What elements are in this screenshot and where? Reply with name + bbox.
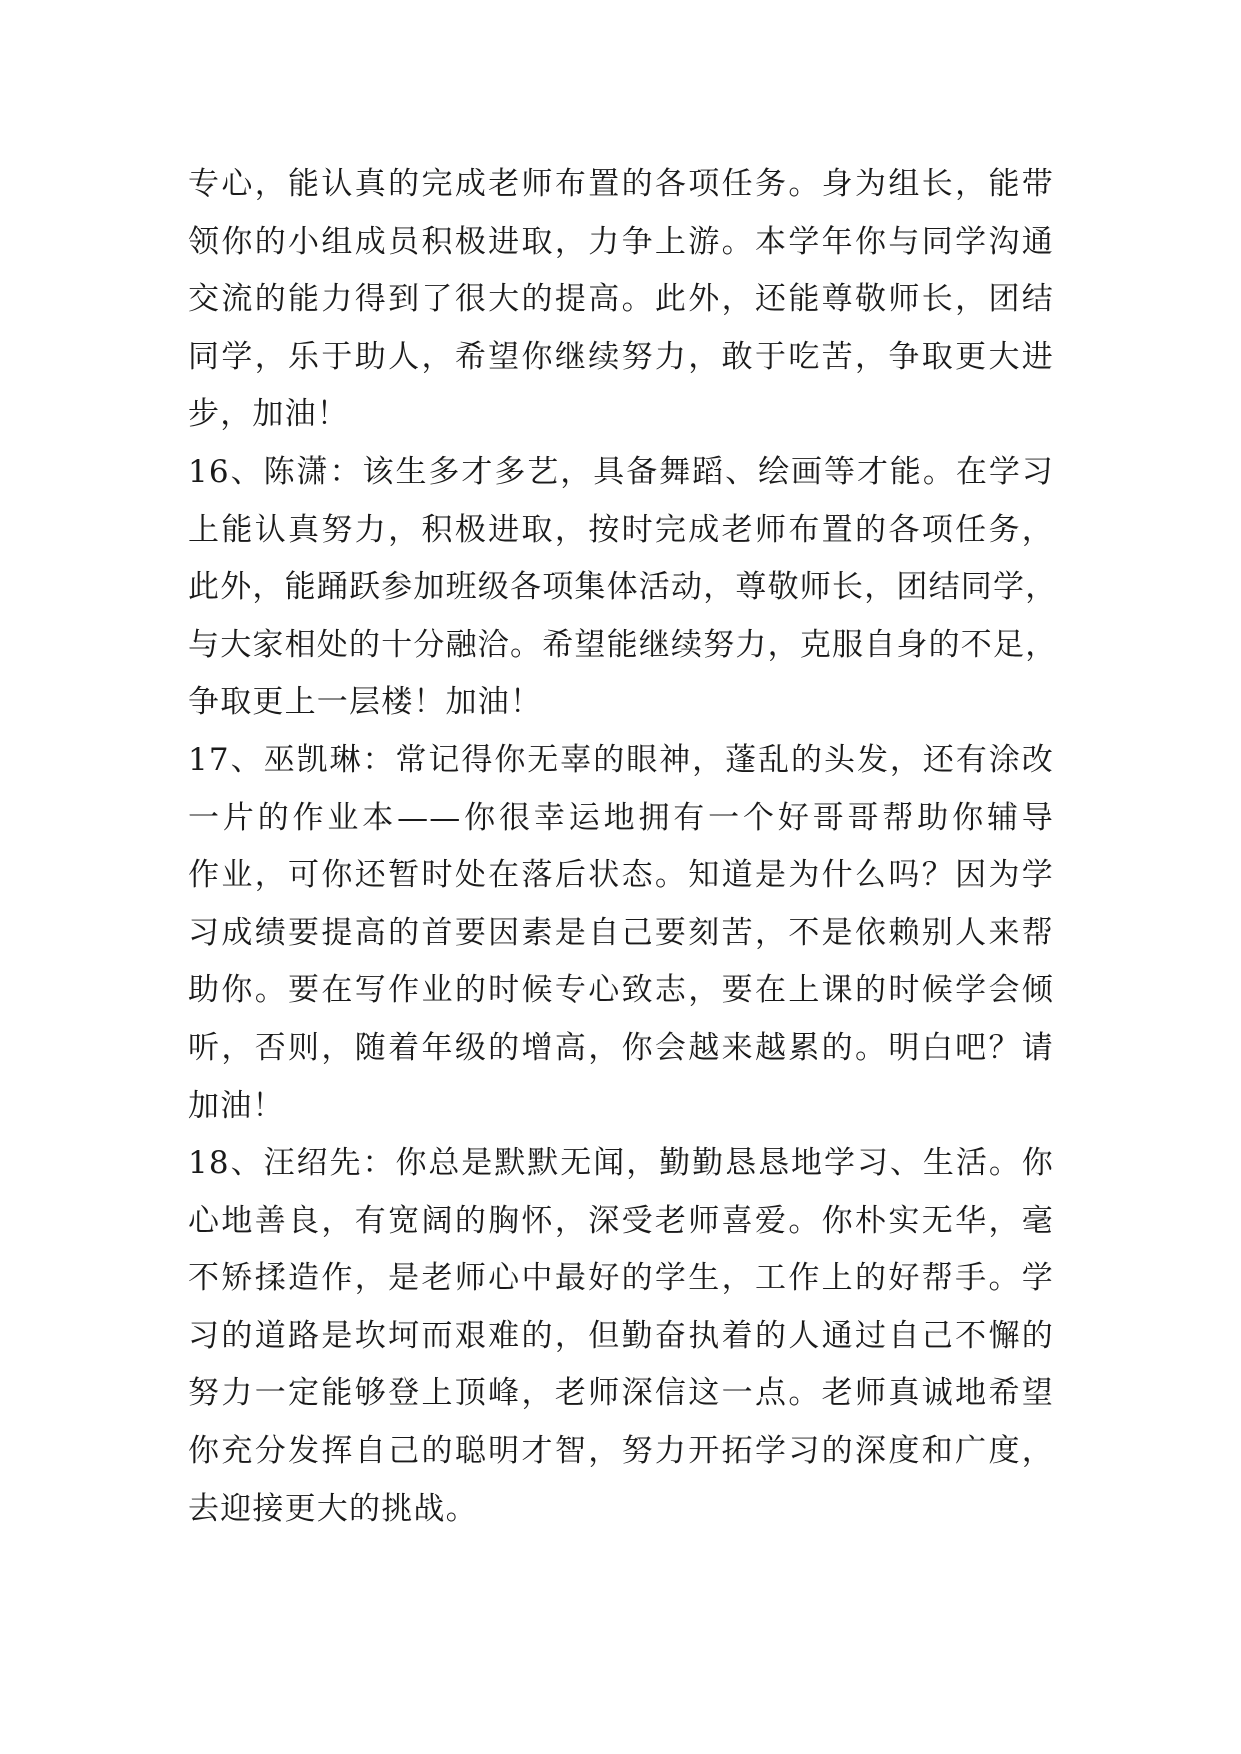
text-line: 心地善良，有宽阔的胸怀，深受老师喜爱。你朴实无华，毫 (188, 1202, 1054, 1239)
text-line: 16、陈潇：该生多才多艺，具备舞蹈、绘画等才能。在学习 (188, 453, 1054, 490)
text-line: 争取更上一层楼！加油！ (188, 684, 543, 721)
text-line: 不矫揉造作，是老师心中最好的学生，工作上的好帮手。学 (188, 1260, 1054, 1297)
text-line: 一片的作业本——你很幸运地拥有一个好哥哥帮助你辅导 (188, 799, 1054, 836)
text-line: 同学，乐于助人，希望你继续努力，敢于吃苦，争取更大进 (188, 338, 1054, 375)
text-line: 步，加油！ (188, 396, 349, 433)
text-line: 与大家相处的十分融洽。希望能继续努力，克服自身的不足， (188, 626, 1058, 663)
text-line: 17、巫凯琳：常记得你无辜的眼神，蓬乱的头发，还有涂改 (188, 741, 1054, 778)
text-line: 习的道路是坎坷而艰难的，但勤奋执着的人通过自己不懈的 (188, 1317, 1054, 1354)
text-line: 此外，能踊跃参加班级各项集体活动，尊敬师长，团结同学， (188, 569, 1058, 606)
document-body-text (188, 156, 1058, 1538)
text-line: 习成绩要提高的首要因素是自己要刻苦，不是依赖别人来帮 (188, 914, 1054, 951)
text-line: 听，否则，随着年级的增高，你会越来越累的。明白吧？请 (188, 1029, 1054, 1066)
text-line: 加油！ (188, 1087, 285, 1124)
text-line: 助你。要在写作业的时候专心致志，要在上课的时候学会倾 (188, 972, 1054, 1009)
text-line: 你充分发挥自己的聪明才智，努力开拓学习的深度和广度， (188, 1433, 1054, 1470)
text-line: 领你的小组成员积极进取，力争上游。本学年你与同学沟通 (188, 223, 1054, 260)
text-line: 去迎接更大的挑战。 (188, 1490, 478, 1527)
text-line: 努力一定能够登上顶峰，老师深信这一点。老师真诚地希望 (188, 1375, 1054, 1412)
text-line: 作业，可你还暂时处在落后状态。知道是为什么吗？因为学 (188, 857, 1054, 894)
text-line: 专心，能认真的完成老师布置的各项任务。身为组长，能带 (188, 166, 1054, 202)
text-line: 上能认真努力，积极进取，按时完成老师布置的各项任务， (188, 511, 1054, 548)
text-line: 18、汪绍先：你总是默默无闻，勤勤恳恳地学习、生活。你 (188, 1145, 1054, 1182)
text-line: 交流的能力得到了很大的提高。此外，还能尊敬师长，团结 (188, 281, 1054, 318)
